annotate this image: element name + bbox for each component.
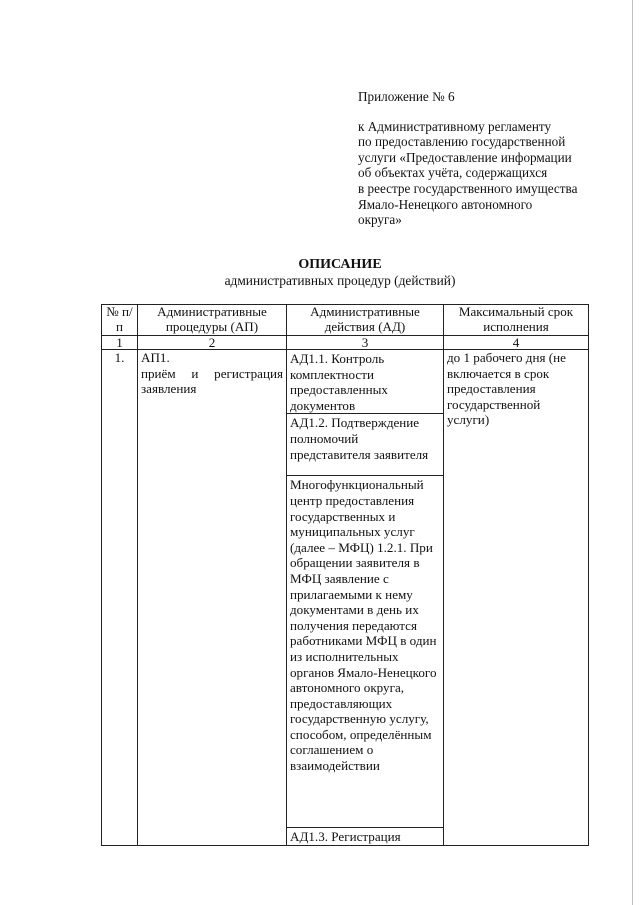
page-edge — [632, 0, 633, 905]
appendix-line: Ямало-Ненецкого автономного — [358, 196, 533, 212]
appendix-block — [358, 89, 608, 228]
appendix-number: Приложение № 6 — [358, 89, 455, 104]
appendix-line: по предоставлению государственной — [358, 134, 566, 150]
document-subtitle: административных процедур (действий) — [224, 273, 456, 288]
header-procedures: Административные процедуры (АП) — [138, 305, 287, 336]
action-cell: АД1.3. Регистрация — [287, 828, 444, 846]
column-numbers-row — [102, 336, 589, 350]
row-number: 1. — [102, 350, 138, 846]
column-number: 2 — [138, 336, 287, 350]
document-title: ОПИСАНИЕ — [298, 257, 382, 272]
action-cell: АД1.2. Подтверждение полномочий представителя заявителя — [287, 414, 444, 476]
appendix-line: округа» — [358, 212, 402, 228]
deadline-cell: до 1 рабочего дня (не включается в срок предоставления государственной услуги) — [444, 350, 589, 846]
column-number: 4 — [444, 336, 589, 350]
procedure-code: АП1. — [141, 350, 170, 365]
header-actions: Административные действия (АД) — [287, 305, 444, 336]
action-cell: Многофункциональный центр предоставления государственных и муниципальных услуг (далее – МФЦ) 1.2.1. При обращении заявителя в МФЦ заявление с прилагаемыми к нему документами в день их получения передаются работниками МФЦ в один из исполнительных органов Ямало-Ненецкого автономного округа, предоставляющих государственную услугу, способом, определённым соглашением о взаимодействии — [287, 476, 444, 828]
action-cell: АД1.1. Контроль комплектности предоставленных документов — [287, 350, 444, 414]
procedures-table — [101, 304, 589, 846]
appendix-line: в реестре государственного имущества — [358, 180, 578, 196]
header-deadline: Максимальный срок исполнения — [444, 305, 589, 336]
column-number: 3 — [287, 336, 444, 350]
table-row — [102, 350, 589, 414]
appendix-line: об объектах учёта, содержащихся — [358, 165, 548, 181]
procedure-cell — [138, 350, 287, 846]
table-header-row — [102, 305, 589, 336]
column-number: 1 — [102, 336, 138, 350]
appendix-line: к Административному регламенту — [358, 118, 552, 134]
appendix-line: услуги «Предоставление информации — [358, 149, 572, 165]
procedure-name: приём и регистрация заявления — [141, 365, 283, 397]
header-number: № п/п — [102, 305, 138, 336]
